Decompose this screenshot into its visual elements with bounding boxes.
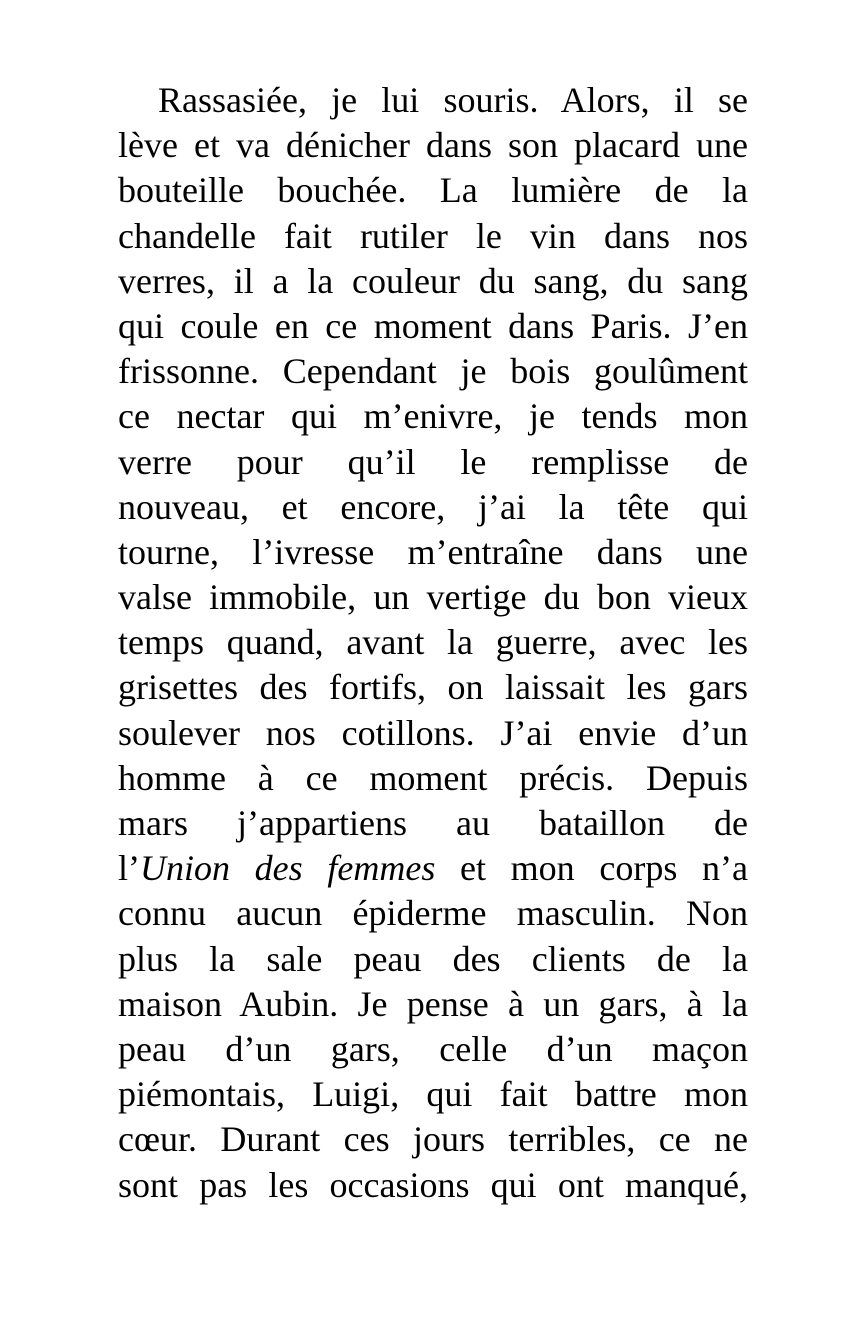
text-block: [118, 78, 748, 1208]
text-line: tourne, l’ivresse m’entraîne dans une: [118, 531, 748, 572]
text-line: chandelle fait rutiler le vin dans nos: [118, 215, 748, 256]
text-line: mars j’appartiens au bataillon de: [118, 803, 748, 843]
text-fragment: l’: [118, 848, 140, 889]
text-line: qui coule en ce moment dans Paris. J’en: [118, 305, 748, 346]
text-line: grisettes des fortifs, on laissait les gars: [118, 667, 748, 708]
text-line: cœur. Durant ces jours terribles, ce ne: [118, 1119, 748, 1160]
text-line: piémontais, Luigi, qui fait battre mon: [118, 1074, 748, 1115]
text-line: maison Aubin. Je pense à un gars, à la: [118, 983, 748, 1024]
text-line: sont pas les occasions qui ont manqué,: [118, 1164, 748, 1205]
text-line: peau d’un gars, celle d’un maçon: [118, 1028, 748, 1069]
text-line: verres, il a la couleur du sang, du sang: [118, 260, 748, 301]
text-line: Rassasiée, je lui souris. Alors, il se: [158, 80, 748, 120]
text-line: lève et va dénicher dans son placard une: [118, 125, 748, 166]
text-line: soulever nos cotillons. J’ai envie d’un: [118, 712, 748, 753]
text-line: verre pour qu’il le remplisse de: [118, 441, 748, 482]
text-line: plus la sale peau des clients de la: [118, 938, 748, 979]
text-line: connu aucun épiderme masculin. Non: [118, 893, 748, 934]
text-line: [118, 846, 748, 891]
text-line: frissonne. Cependant je bois goulûment: [118, 351, 748, 392]
text-line: temps quand, avant la guerre, avec les: [118, 622, 748, 663]
text-line: homme à ce moment précis. Depuis: [118, 757, 748, 798]
italic-title: Union des femmes: [140, 848, 436, 889]
text-line: bouteille bouchée. La lumière de la: [118, 170, 748, 211]
text-line: ce nectar qui m’enivre, je tends mon: [118, 396, 748, 437]
text-fragment: et mon corps n’a: [435, 848, 748, 889]
text-line: nouveau, et encore, j’ai la tête qui: [118, 486, 748, 527]
text-line: valse immobile, un vertige du bon vieux: [118, 577, 748, 618]
